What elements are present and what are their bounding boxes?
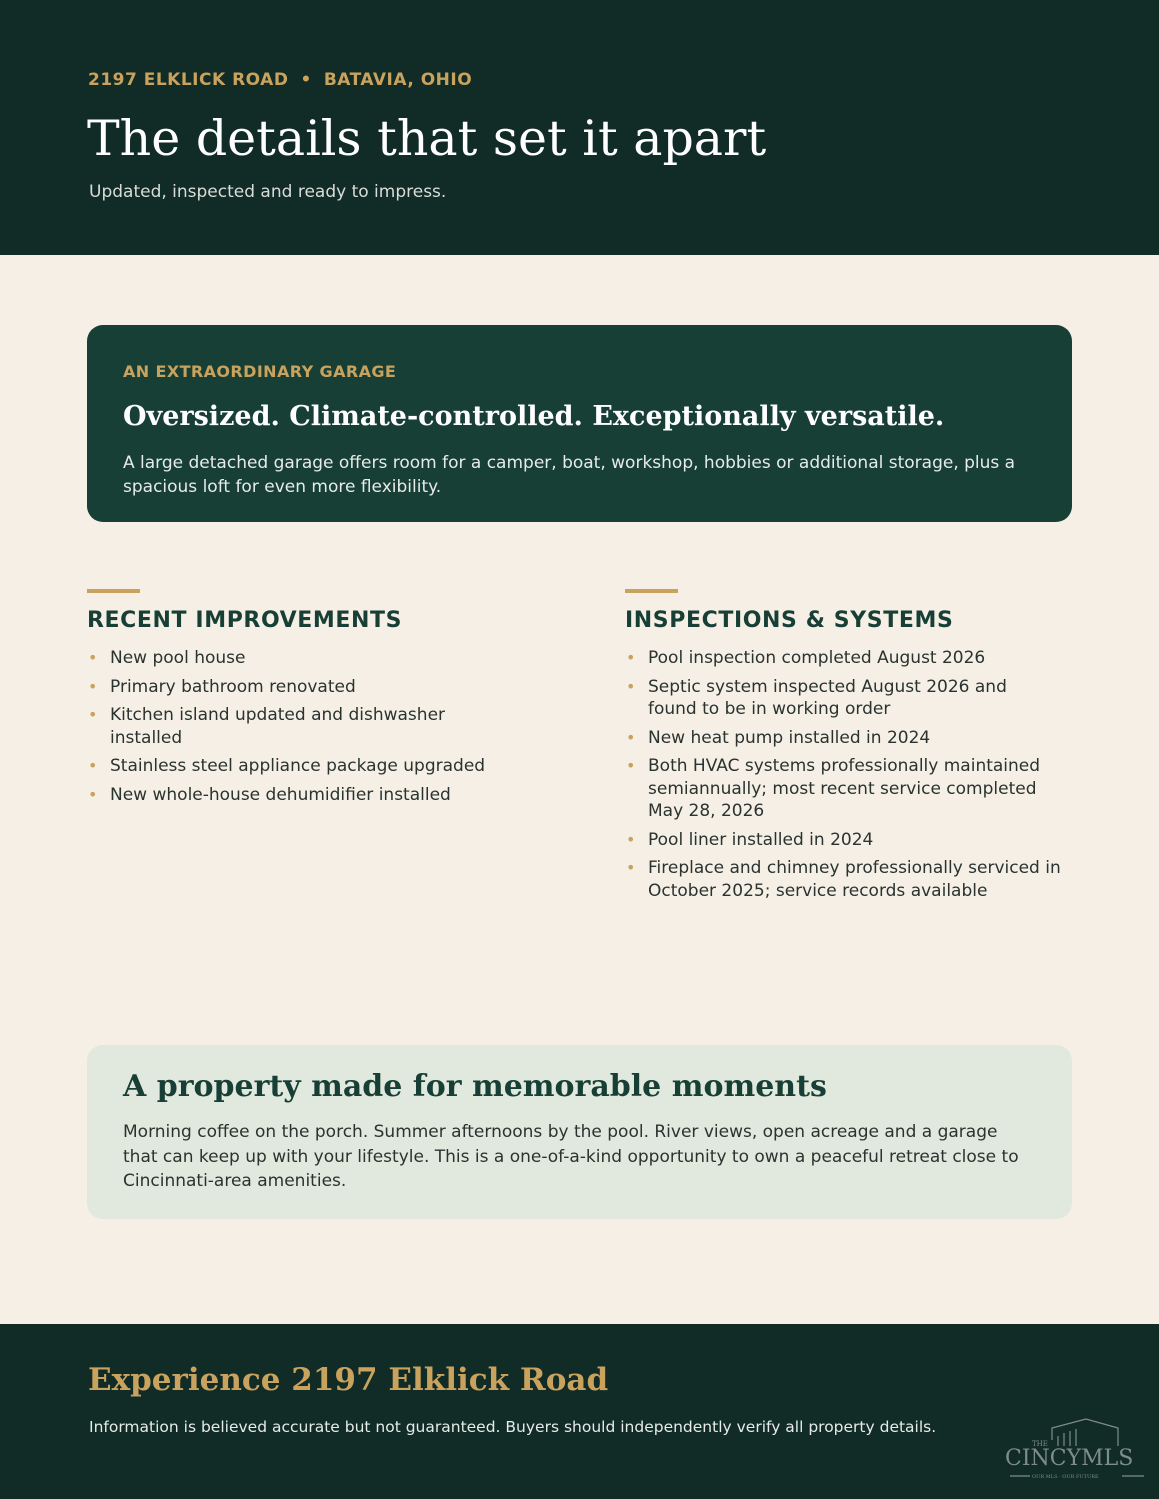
bullet-icon: • xyxy=(626,676,636,696)
bullet-icon: • xyxy=(88,676,98,696)
memorable-moments-card xyxy=(87,1045,1072,1219)
inspections-systems-section xyxy=(625,589,1065,908)
bullet-icon: • xyxy=(626,858,636,877)
list-item xyxy=(87,676,527,699)
list-item-text: Both HVAC systems professionally maintained semiannually; most recent service completed May 28, 2026 xyxy=(648,756,1041,821)
list-item-text: New pool house xyxy=(110,648,246,668)
list-item xyxy=(87,755,527,778)
list-item xyxy=(625,857,1061,902)
list-item-text: New heat pump installed in 2024 xyxy=(648,727,931,748)
garage-description: A large detached garage offers room for a camper, boat, workshop, hobbies or additional storage, plus a spacious loft for even more flexibility. xyxy=(123,453,1016,497)
bullet-icon: • xyxy=(626,727,636,747)
list-item xyxy=(87,647,527,670)
separator-dot: • xyxy=(300,70,312,90)
list-item-text: Pool inspection completed August 2026 xyxy=(648,648,986,668)
street-address: 2197 ELKLICK ROAD xyxy=(88,70,289,90)
list-item xyxy=(625,829,1065,852)
recent-improvements-section xyxy=(87,589,527,812)
bullet-icon: • xyxy=(88,648,98,667)
bullet-icon: • xyxy=(626,648,636,667)
recent-improvements-heading: RECENT IMPROVEMENTS xyxy=(87,608,403,633)
list-item xyxy=(625,676,1045,721)
list-item-text: Primary bathroom renovated xyxy=(110,676,356,697)
footer-disclaimer: Information is believed accurate but not guaranteed. Buyers should independently verify all property details. xyxy=(89,1418,937,1436)
page-title: The details that set it apart xyxy=(87,110,767,167)
bullet-icon: • xyxy=(626,829,636,849)
inspections-list xyxy=(625,647,1065,902)
list-item xyxy=(87,784,527,807)
garage-headline: Oversized. Climate-controlled. Exceptionally versatile. xyxy=(123,401,945,432)
bullet-icon: • xyxy=(88,756,98,775)
list-item-text: Stainless steel appliance package upgraded xyxy=(110,756,486,776)
list-item xyxy=(625,727,1065,750)
list-item-text: New whole-house dehumidifier installed xyxy=(110,784,451,805)
cincymls-logo xyxy=(1000,1416,1150,1482)
bullet-icon: • xyxy=(626,756,636,775)
garage-feature-card xyxy=(87,325,1072,522)
moments-body: Morning coffee on the porch. Summer afternoons by the pool. River views, open acreage and a garage that can keep up with your lifestyle. This is a one-of-a-kind opportunity to own a peaceful retreat close to Cincinnati-area amenities. xyxy=(123,1122,1019,1191)
list-item xyxy=(87,704,477,749)
footer-heading: Experience 2197 Elklick Road xyxy=(88,1362,609,1398)
list-item xyxy=(625,755,1061,823)
city-state: BATAVIA, OHIO xyxy=(323,70,473,90)
bullet-icon: • xyxy=(88,784,98,804)
section-accent-rule xyxy=(87,589,140,593)
list-item-text: Fireplace and chimney professionally serviced in October 2025; service records available xyxy=(648,858,1061,901)
improvements-list xyxy=(87,647,527,806)
list-item xyxy=(625,647,1065,670)
logo-the: THE xyxy=(1032,1440,1048,1448)
header-banner xyxy=(0,0,1159,255)
garage-kicker: AN EXTRAORDINARY GARAGE xyxy=(123,362,397,381)
bullet-icon: • xyxy=(88,705,98,724)
list-item-text: Septic system inspected August 2026 and found to be in working order xyxy=(648,676,1007,719)
list-item-text: Pool liner installed in 2024 xyxy=(648,829,874,850)
section-accent-rule xyxy=(625,589,678,593)
logo-tagline: OUR MLS · OUR FUTURE xyxy=(1032,1474,1099,1480)
page-subtitle: Updated, inspected and ready to impress. xyxy=(89,182,447,202)
moments-heading: A property made for memorable moments xyxy=(123,1069,827,1104)
inspections-systems-heading: INSPECTIONS & SYSTEMS xyxy=(625,608,954,633)
list-item-text: Kitchen island updated and dishwasher installed xyxy=(110,705,446,748)
address-eyebrow xyxy=(88,70,472,90)
footer-banner xyxy=(0,1324,1159,1499)
logo-wordmark: CINCYMLS xyxy=(1005,1446,1134,1471)
